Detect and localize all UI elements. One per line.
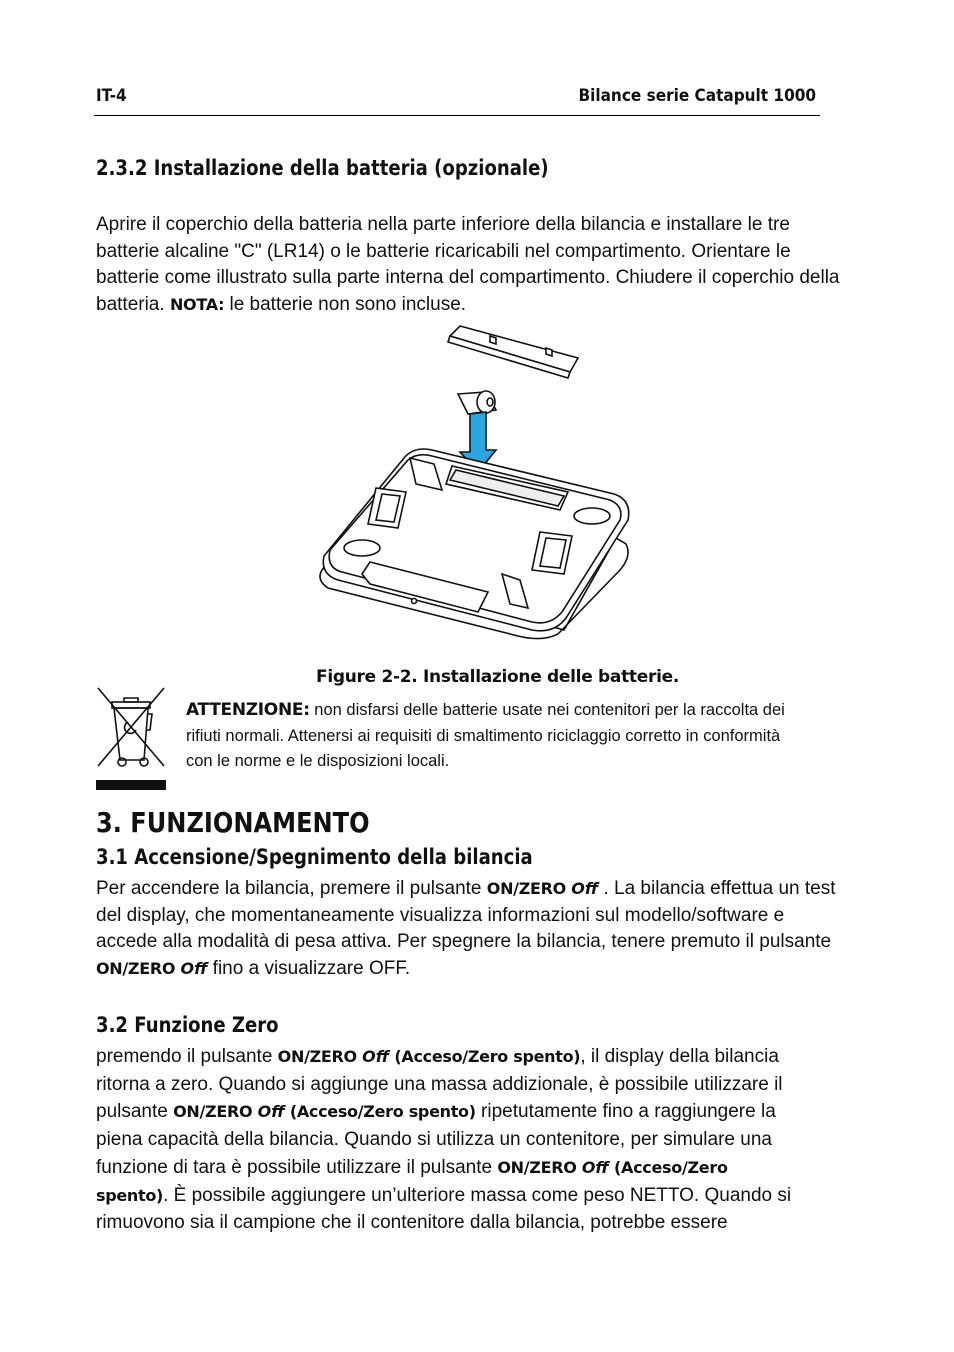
body-line: premendo il pulsante ON/ZERO Off (Acceso/Zero spento), il display della bilancia — [96, 1046, 779, 1067]
body-line: ritorna a zero. Quando si aggiunge una massa addizionale, è possibile utilizzare il — [96, 1073, 783, 1095]
body-line: batteria. NOTA: le batterie non sono incluse. — [96, 293, 467, 315]
body-line: ON/ZERO Off fino a visualizzare OFF. — [96, 957, 411, 979]
section-232-title: 2.3.2 Installazione della batteria (opzionale) — [96, 156, 549, 180]
body-line: spento). È possibile aggiungere un’ulteriore massa come peso NETTO. Quando si — [96, 1184, 792, 1206]
header-rule — [94, 115, 820, 116]
body-line: accede alla modalità di pesa attiva. Per spegnere la bilancia, tenere premuto il pulsante — [96, 931, 832, 952]
battery-icon — [458, 391, 496, 414]
section-232-body — [96, 212, 856, 318]
warning-line: rifiuti normali. Attenersi ai requisiti di smaltimento riciclaggio corretto in conformità — [186, 726, 781, 745]
page-number: IT-4 — [96, 86, 127, 106]
body-line: rimuovono sia il campione che il contenitore dalla bilancia, potrebbe essere — [96, 1212, 728, 1234]
battery-installation-figure — [310, 318, 640, 654]
section-32-body — [96, 1043, 876, 1237]
warning-text — [186, 698, 854, 775]
section-31-body — [96, 876, 876, 982]
section-3-title: 3. FUNZIONAMENTO — [96, 806, 370, 839]
battery-cover-icon — [448, 326, 578, 378]
off-label: Off — [180, 958, 208, 978]
nota-label: NOTA: — [169, 294, 225, 314]
body-line: pulsante ON/ZERO Off (Acceso/Zero spento) ripetutamente fino a raggiungere la — [96, 1101, 776, 1123]
off-label: Off — [571, 879, 599, 898]
section-31-title: 3.1 Accensione/Spegnimento della bilancia — [96, 845, 533, 869]
body-line: Per accendere la bilancia, premere il pulsante ON/ZERO Off . La bilancia effettua un test — [96, 878, 836, 899]
body-line: del display, che momentaneamente visualizza informazioni sul modello/software e — [96, 904, 785, 926]
weee-bin-icon — [94, 686, 168, 792]
body-line: piena capacità della bilancia. Quando si utilizza un contenitore, per simulare una — [96, 1129, 772, 1151]
body-line: Aprire il coperchio della batteria nella parte inferiore della bilancia e installare le tre — [96, 214, 790, 235]
body-line: batterie alcaline "C" (LR14) o le batterie ricaricabili nel compartimento. Orientare le — [96, 240, 791, 262]
warning-line: ATTENZIONE: non disfarsi delle batterie usate nei contenitori per la raccolta dei — [186, 700, 785, 720]
on-zero-label: ON/ZERO — [486, 879, 566, 898]
section-32-title: 3.2 Funzione Zero — [96, 1013, 279, 1037]
figure-caption: Figure 2-2. Installazione delle batterie. — [316, 667, 679, 687]
body-line: funzione di tara è possibile utilizzare il pulsante ON/ZERO Off (Acceso/Zero — [96, 1156, 728, 1178]
scale-base-icon — [320, 449, 629, 639]
body-line: batterie come illustrato sulla parte interna del compartimento. Chiudere il coperchio della — [96, 267, 840, 288]
warning-line: con le norme e le disposizioni locali. — [186, 752, 450, 770]
warning-label: ATTENZIONE: — [186, 700, 310, 720]
document-title: Bilance serie Catapult 1000 — [578, 86, 816, 106]
on-zero-label: ON/ZERO — [96, 958, 176, 978]
